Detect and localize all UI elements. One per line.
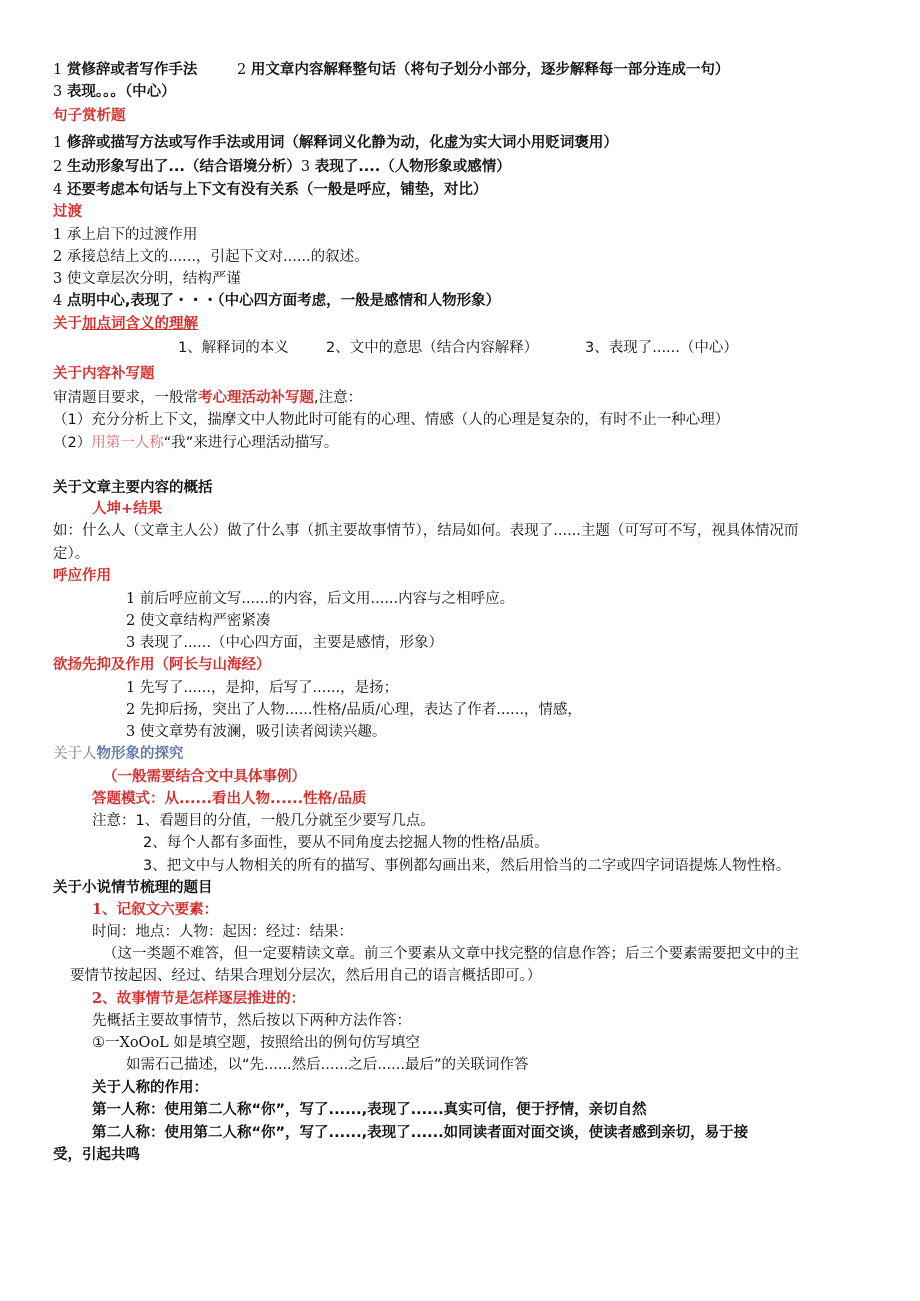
line-echo-2: 2 使文章结构严密紧凑 [126,613,271,629]
line-plot-elements: 1、记叙文六要素： [92,901,219,918]
line-fill-1: （1）充分分析上下文，揣摩文中人物此时可能有的心理、情感（人的心理是复杂的，有时不止一种心理） [53,412,730,428]
line-dotted-1: 1、解释词的本义 [178,340,289,356]
heading-content-fill: 关于内容补写题 [53,366,155,382]
heading-contrast: 欲扬先抑及作用（阿长与山海经） [53,657,271,673]
line-character-pattern: 答题模式：从......看出人物......性格/品质 [92,791,367,807]
heading-sentence-analysis: 句子赏析题 [53,108,126,124]
line-plot-progress: 2、故事情节是怎样逐层推进的： [92,990,306,1007]
line-context: 4 还要考虑本句话与上下文有没有关系（一般是呼应，铺垫，对比） [53,182,488,198]
line-express: 3 表现。。。（中心） [53,84,176,100]
line-contrast-2: 2 先抑后扬，突出了人物......性格/品质/心理，表达了作者......，情感， [126,702,582,718]
summary-formula: 人坤+结果 [92,501,163,517]
heading-person: 关于人称的作用： [92,1080,208,1096]
line-summary-2: 定）。 [53,546,90,562]
line-character-note: （一般需要结合文中具体事例） [103,769,306,785]
line-echo-3: 3 表现了......（中心四方面，主要是感情，形象） [126,635,443,651]
line-plot-fields: 时间：地点：人物：起因：经过：结果： [92,924,353,940]
line-fill-2: （2）用第一人称“我”来进行心理活动描写。 [53,435,339,451]
line-second-person: 第二人称：使用第二人称“你”，写了......,表现了......如同读者面对面交谈，使读者感到亲切，易于接 [92,1125,749,1141]
line-contrast-1: 1 先写了......，是抑，后写了......，是扬； [126,680,399,696]
heading-plot: 关于小说情节梳理的题目 [53,880,213,896]
line-dotted-2: 2、文中的意思（结合内容解释） [326,340,539,356]
line-character-1: 注意：1、看题目的分值，一般几分就至少要写几点。 [92,813,435,829]
line-rhetoric: 1 修辞或描写方法或写作手法或用词（解释词义化静为动，化虚为实大词小用贬词褒用） [53,135,618,151]
line-transition-4: 4 点明中心,表现了・・・（中心四方面考虑，一般是感情和人物形象） [53,293,501,309]
line-plot-fill: ①一XoOoL 如是填空题，按照给出的例句仿写填空 [92,1035,420,1051]
line-echo-1: 1 前后呼应前文写......的内容，后文用......内容与之相呼应。 [126,591,515,607]
line-character-3: 3、把文中与人物相关的所有的描写、事例都勾画出来，然后用恰当的二字或四字词语提炼人物性格。 [143,858,791,874]
line-second-person-cont: 受，引起共鸣 [53,1147,140,1163]
line-transition-1: 1 承上启下的过渡作用 [53,227,198,243]
line-first-person: 第一人称：使用第二人称“你”，写了......,表现了......真实可信，便于抒情，亲切自然 [92,1102,647,1118]
line-plot-method: 先概括主要故事情节，然后按以下两种方法作答： [92,1013,411,1029]
line-transition-3: 3 使文章层次分明，结构严谨 [53,271,241,287]
line-fill-intro: 审清题目要求，一般常考心理活动补写题,注意： [53,390,363,406]
line-appreciate: 1 赏修辞或者写作手法 [53,62,198,78]
line-dotted-3: 3、表现了......（中心） [585,340,738,356]
line-contrast-3: 3 使文章势有波澜，吸引读者阅读兴趣。 [126,724,387,740]
heading-transition: 过渡 [53,204,82,220]
heading-dotted-words: 关于加点词含义的理解 [53,316,198,332]
line-plot-note-1: （这一类题不难答，但一定要精读文章。前三个要素从文章中找完整的信息作答；后三个要素需要把文中的主 [103,946,799,962]
line-plot-describe: 如需石己描述，以“先......然后......之后......最后”的关联词作答 [126,1057,529,1073]
line-explain: 2 用文章内容解释整句话（将句子划分小部分，逐步解释每一部分连成一句） [237,62,730,78]
line-vivid: 2 生动形象写出了...（结合语境分析）3 表现了....（人物形象或感情） [53,159,511,175]
heading-echo: 呼应作用 [53,568,111,584]
line-character-2: 2、每个人都有多面性，要从不同角度去挖掘人物的性格/品质。 [143,835,549,851]
line-transition-2: 2 承接总结上文的......，引起下文对......的叙述。 [53,249,369,265]
heading-summary: 关于文章主要内容的概括 [53,480,213,496]
line-plot-note-2: 要情节按起因、经过、结果合理划分层次，然后用自己的语言概括即可。） [70,968,542,984]
line-summary-1: 如：什么人（文章主人公）做了什么事（抓主要故事情节），结局如何。表现了......主题（可写可不写，视具体情况而 [53,523,799,539]
heading-character: 关于人物形象的探究 [53,746,184,762]
